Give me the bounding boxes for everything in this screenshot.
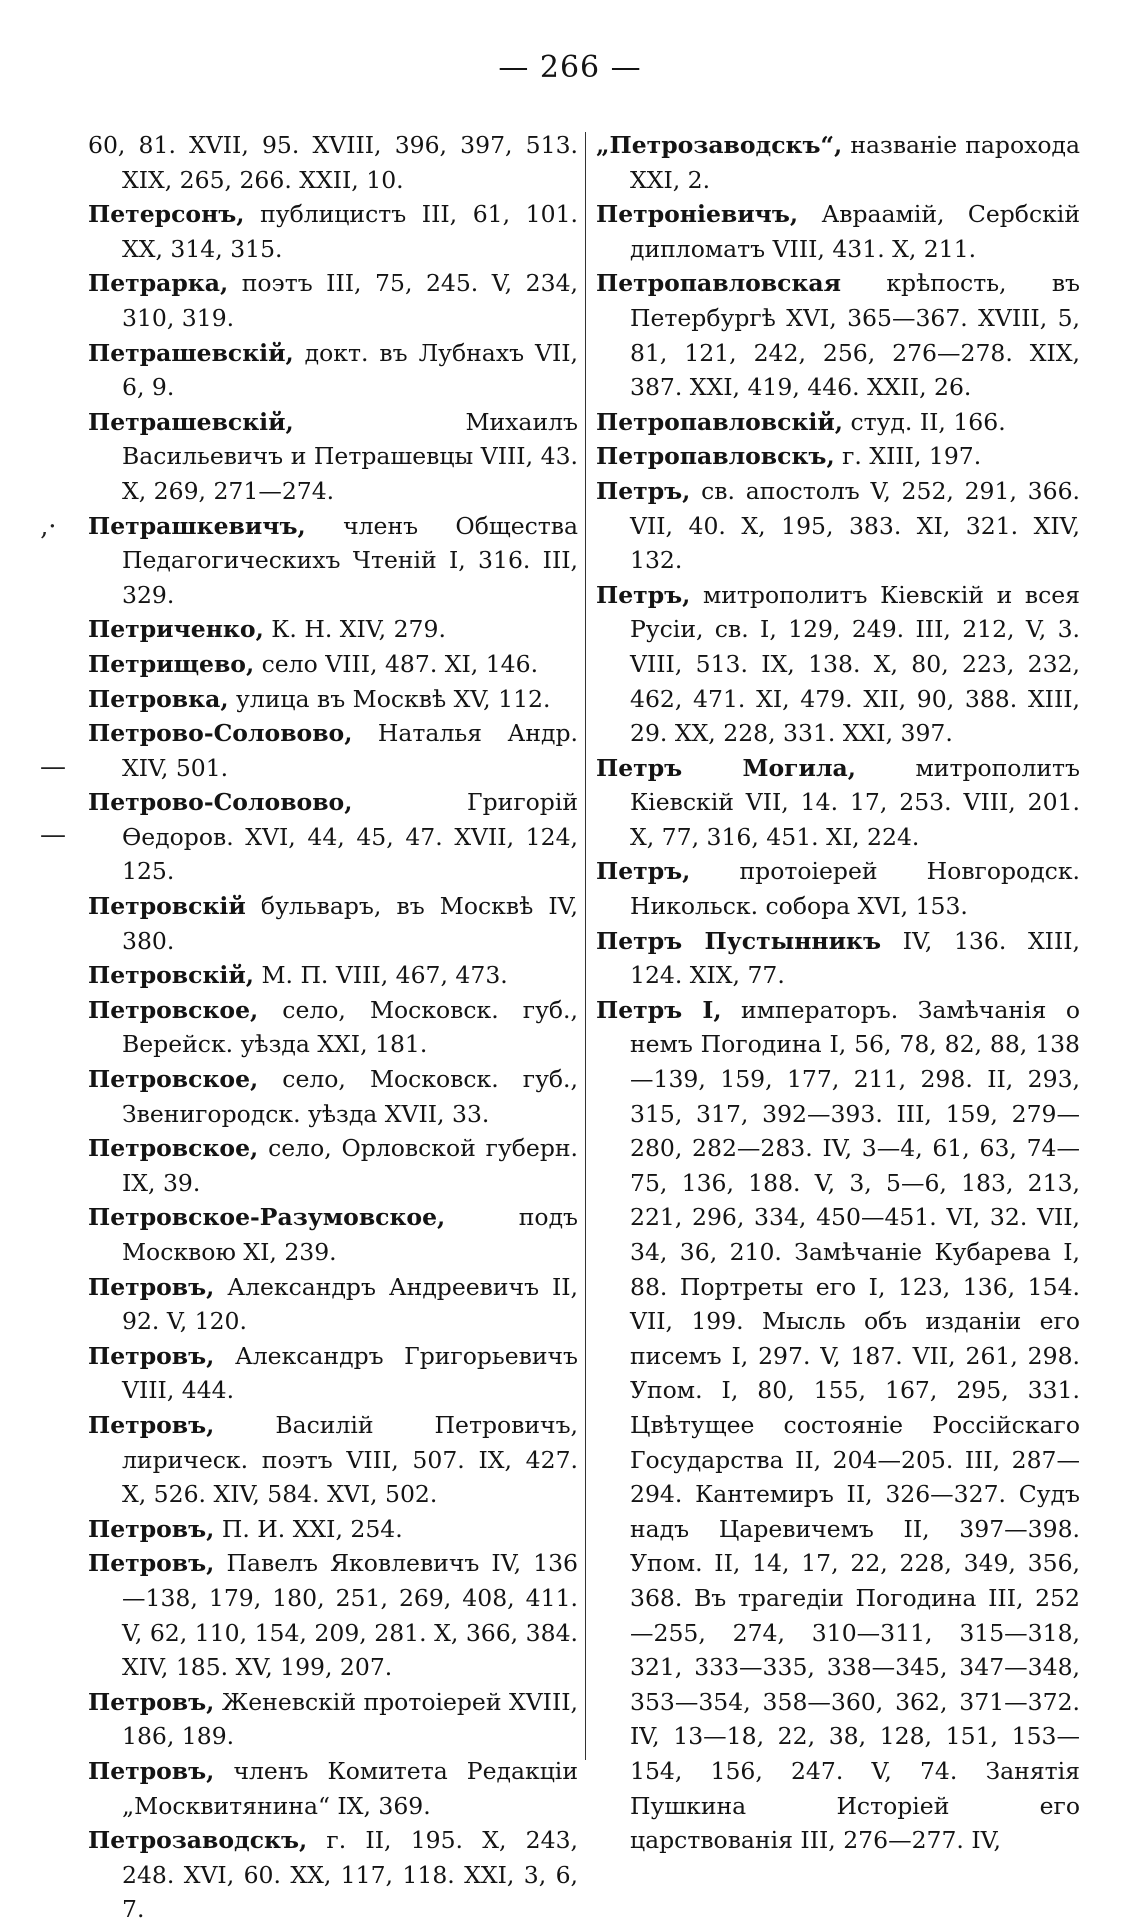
index-entry bbox=[88, 1685, 578, 1754]
margin-mark: ‚· bbox=[40, 512, 57, 542]
entry-term: Петровское, bbox=[88, 1065, 259, 1094]
entry-term: „Петрозаводскъ“, bbox=[596, 131, 843, 159]
entry-term: Петрашевскій, bbox=[88, 338, 294, 367]
margin-mark: — bbox=[40, 752, 66, 782]
entry-term: Петропавловскъ, bbox=[596, 442, 835, 471]
entry-references: членъ Общества Педагогическихъ Чтеній I, 316. III, 329. bbox=[122, 511, 578, 609]
entry-term: Петроніевичъ, bbox=[596, 200, 799, 229]
index-entry bbox=[88, 1200, 578, 1269]
entry-references: г. II, 195. X, 243, 248. XVI, 60. XX, 117, 118. XXI, 3, 6, 7. bbox=[122, 1826, 578, 1924]
entry-term: Петровъ, bbox=[88, 1514, 215, 1543]
entry-references: Наталья Андр. XIV, 501. bbox=[122, 719, 578, 782]
entry-term: Петровское, bbox=[88, 1134, 259, 1163]
entry-references: село, Московск. губ., Звенигородск. уѣзда XVII, 33. bbox=[122, 1065, 578, 1128]
entry-references: названіе парохода XXI, 2. bbox=[630, 131, 1080, 194]
entry-term: Петръ Пустынникъ bbox=[596, 926, 882, 955]
entry-term: Петровъ, bbox=[88, 1410, 215, 1439]
entry-references: студ. II, 166. bbox=[842, 407, 1006, 436]
entry-references: М. П. VIII, 467, 473. bbox=[253, 961, 508, 990]
entry-term: Петрово-Соловово, bbox=[88, 788, 353, 817]
entry-term: Петровскій, bbox=[88, 961, 254, 990]
entry-references: Григорій Ѳедоров. XVI, 44, 45, 47. XVII, 124, 125. bbox=[122, 788, 578, 886]
entry-references: членъ Комитета Редакціи „Москвитянина“ IX, 369. bbox=[122, 1756, 578, 1820]
entry-references: 60, 81. XVII, 95. XVIII, 396, 397, 513. XIX, 265, 266. XXII, 10. bbox=[88, 131, 578, 194]
margin-mark: — bbox=[40, 820, 66, 850]
entry-term: Петровскій bbox=[88, 892, 246, 921]
index-entry bbox=[88, 682, 578, 717]
entry-references: протоіерей Новгородск. Никольск. собора XVI, 153. bbox=[630, 857, 1080, 921]
entry-references: село, Орловской губерн. IX, 39. bbox=[122, 1134, 578, 1197]
entry-references: Василій Петровичъ, лирическ. поэтъ VIII, 507. IX, 427. X, 526. XIV, 584. XVI, 502. bbox=[122, 1410, 578, 1509]
entry-term: Петровское-Разумовское, bbox=[88, 1203, 446, 1232]
entry-term: Петровъ, bbox=[88, 1272, 215, 1301]
entry-term: Петровъ, bbox=[88, 1341, 215, 1370]
index-entry bbox=[88, 336, 578, 405]
entry-term: Петропавловскій, bbox=[596, 407, 843, 436]
entry-term: Петрашевскій, bbox=[88, 407, 294, 436]
entry-term: Петръ, bbox=[596, 580, 691, 609]
index-entry bbox=[88, 1823, 578, 1927]
entry-term: Петерсонъ, bbox=[88, 200, 245, 229]
entry-references: Александръ Григорьевичъ VIII, 444. bbox=[122, 1341, 578, 1405]
entry-references: Павелъ Яковлевичъ IV, 136—138, 179, 180, 251, 269, 408, 411. V, 62, 110, 154, 209, 281. X, 366, 384. XIV, 185. XV, 199, 207. bbox=[122, 1549, 578, 1682]
entry-term: Петровъ, bbox=[88, 1756, 215, 1785]
index-entry bbox=[88, 128, 578, 197]
entry-references: митрополитъ Кіевскій VII, 14. 17, 253. VIII, 201. X, 77, 316, 451. XI, 224. bbox=[630, 753, 1080, 851]
index-entry bbox=[88, 647, 578, 682]
entry-references: Александръ Андреевичъ II, 92. V, 120. bbox=[122, 1272, 578, 1336]
index-entry bbox=[88, 1339, 578, 1408]
index-entry bbox=[88, 405, 578, 509]
entry-term: Петровское, bbox=[88, 995, 259, 1024]
entry-term: Петрищево, bbox=[88, 649, 255, 678]
index-entry bbox=[596, 993, 1080, 1858]
entry-term: Петрашкевичъ, bbox=[88, 511, 306, 540]
entry-references: г. XIII, 197. bbox=[834, 442, 982, 471]
entry-term: Петрово-Соловово, bbox=[88, 719, 353, 748]
entry-term: Петровъ, bbox=[88, 1549, 215, 1578]
entry-references: IV, 136. XIII, 124. XIX, 77. bbox=[630, 926, 1080, 990]
entry-references: публицистъ III, 61, 101. XX, 314, 315. bbox=[122, 200, 578, 263]
index-entry bbox=[88, 266, 578, 335]
index-column-right bbox=[596, 128, 1080, 1858]
entry-term: Петриченко, bbox=[88, 615, 264, 644]
index-entry bbox=[596, 474, 1080, 578]
index-entry bbox=[88, 1408, 578, 1512]
entry-references: П. И. XXI, 254. bbox=[214, 1514, 403, 1543]
index-entry bbox=[596, 197, 1080, 266]
entry-references: митрополитъ Кіевскій и всея Русіи, св. I, 129, 249. III, 212, V, 3. VIII, 513. IX, 138. X, 80, 223, 232, 462, 471. XI, 479. XII, 90, 388. XIII, 29. XX, 228, 331. XXI, 397. bbox=[630, 580, 1080, 748]
entry-term: Петропавловская bbox=[596, 269, 842, 298]
entry-references: бульваръ, въ Москвѣ IV, 380. bbox=[122, 892, 578, 955]
index-entry bbox=[596, 854, 1080, 923]
entry-term: Петръ I, bbox=[596, 995, 722, 1024]
entry-references: подъ Москвою XI, 239. bbox=[122, 1203, 578, 1266]
entry-references: Женевскій протоіерей XVIII, 186, 189. bbox=[122, 1687, 578, 1751]
entry-references: докт. въ Лубнахъ VII, 6, 9. bbox=[122, 338, 578, 402]
entry-references: Михаилъ Васильевичъ и Петрашевцы VIII, 43. X, 269, 271—274. bbox=[122, 407, 578, 505]
column-divider bbox=[585, 132, 586, 1760]
entry-references: св. апостолъ V, 252, 291, 366. VII, 40. X, 195, 383. XI, 321. XIV, 132. bbox=[630, 476, 1080, 575]
index-entry bbox=[596, 266, 1080, 404]
index-entry bbox=[88, 197, 578, 266]
index-entry bbox=[88, 785, 578, 889]
entry-references: крѣпость, въ Петербургѣ XVI, 365—367. XVIII, 5, 81, 121, 242, 256, 276—278. XIX, 387. XXI, 419, 446. XXII, 26. bbox=[630, 269, 1080, 402]
index-entry bbox=[88, 1270, 578, 1339]
index-entry bbox=[88, 509, 578, 613]
entry-references: К. Н. XIV, 279. bbox=[263, 615, 446, 644]
entry-references: село, Московск. губ., Верейск. уѣзда XXI, 181. bbox=[122, 995, 578, 1059]
entry-references: улица въ Москвѣ XV, 112. bbox=[228, 684, 551, 713]
index-entry bbox=[88, 612, 578, 647]
entry-term: Петръ, bbox=[596, 476, 691, 505]
index-entry bbox=[88, 716, 578, 785]
index-entry bbox=[596, 405, 1080, 440]
entry-term: Петрозаводскъ, bbox=[88, 1826, 308, 1855]
index-entry bbox=[88, 1062, 578, 1131]
index-entry bbox=[88, 1512, 578, 1547]
index-column-left bbox=[88, 128, 578, 1927]
entry-term: Петровъ, bbox=[88, 1687, 215, 1716]
index-entry bbox=[88, 958, 578, 993]
entry-references: императоръ. Замѣчанія о немъ Погодина I, 56, 78, 82, 88, 138—139, 159, 177, 211, 298. II, 293, 315, 317, 392—393. III, 159, 279—280, 282—283. IV, 3—4, 61, 63, 74—75, 136, 188. V, 3, 5—6, 183, 213, 221, 296, 334, 450—451. VI, 32. VII, 34, 36, 210. Замѣчаніе Кубарева I, 88. Портреты его I, 123, 136, 154. VII, 199. Мысль объ изданіи его писемъ I, 297. V, 187. VII, 261, 298. Упом. I, 80, 155, 167, 295, 331. Цвѣтущее состояніе Россійскаго Государства II, 204—205. III, 287—294. Кантемиръ II, 326—327. Судъ надъ Царевичемъ II, 397—398. Упом. II, 14, 17, 22, 228, 349, 356, 368. Въ трагедіи Погодина III, 252—255, 274, 310—311, 315—318, 321, 333—335, 338—345, 347—348, 353—354, 358—360, 362, 371—372. IV, 13—18, 22, 38, 128, 151, 153—154, 156, 247. V, 74. Занятія Пушкина Исторіей его царствованія III, 276—277. IV, bbox=[630, 995, 1080, 1855]
index-entry bbox=[88, 1546, 578, 1684]
index-entry bbox=[88, 1754, 578, 1823]
entry-references: поэтъ III, 75, 245. V, 234, 310, 319. bbox=[122, 269, 578, 332]
index-entry bbox=[596, 578, 1080, 751]
index-entry bbox=[596, 439, 1080, 474]
index-entry bbox=[88, 993, 578, 1062]
index-entry bbox=[596, 751, 1080, 855]
index-entry bbox=[596, 924, 1080, 993]
entry-references: Авраамій, Сербскій дипломатъ VIII, 431. X, 211. bbox=[630, 200, 1080, 263]
index-entry bbox=[88, 1131, 578, 1200]
entry-term: Петръ, bbox=[596, 857, 691, 886]
entry-term: Петровка, bbox=[88, 684, 229, 713]
entry-term: Петръ Могила, bbox=[596, 753, 856, 782]
index-entry bbox=[88, 889, 578, 958]
entry-term: Петрарка, bbox=[88, 269, 229, 298]
entry-references: село VIII, 487. XI, 146. bbox=[254, 649, 539, 678]
index-entry bbox=[596, 128, 1080, 197]
page-number: — 266 — bbox=[498, 50, 642, 85]
